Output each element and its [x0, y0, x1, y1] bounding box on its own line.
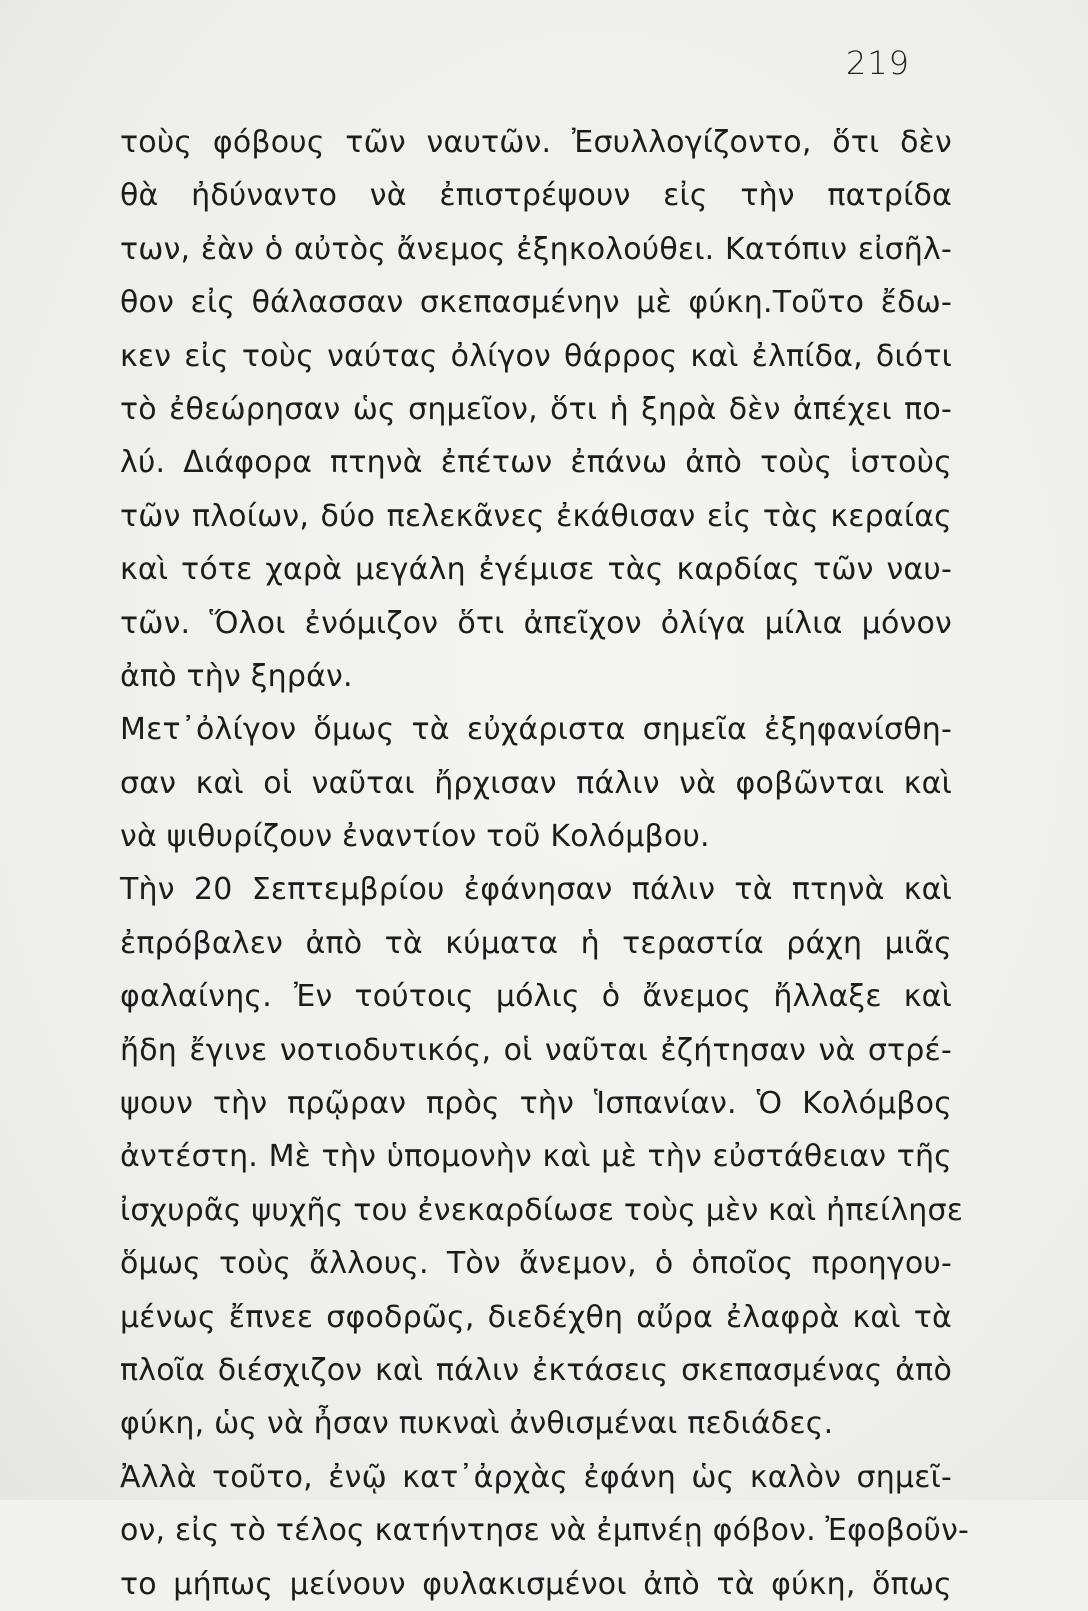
text-line: φαλαίνης. Ἐν τούτοις μόλις ὁ ἄνεμος ἤλλαξε καὶ	[120, 979, 952, 1015]
text-line: μένως ἔπνεε σφοδρῶς, διεδέχθη αὔρα ἐλαφρὰ καὶ τὰ	[120, 1299, 952, 1335]
text-line: τοὺς φόβους τῶν ναυτῶν. Ἐσυλλογίζοντο, ὅτι δὲν	[120, 125, 952, 160]
text-line: τῶν πλοίων, δύο πελεκᾶνες ἐκάθισαν εἰς τὰς κεραίας	[120, 498, 952, 534]
text-line: των, ἐὰν ὁ αὐτὸς ἄνεμος ἐξηκολούθει. Κατόπιν εἰσῆλ-	[120, 231, 952, 267]
text-line: τῶν. Ὅλοι ἐνόμιζον ὅτι ἀπεῖχον ὀλίγα μίλια μόνον	[120, 605, 952, 641]
text-line: λύ. Διάφορα πτηνὰ ἐπέτων ἐπάνω ἀπὸ τοὺς ἱστοὺς	[120, 445, 952, 481]
text-line: Τὴν 20 Σεπτεμβρίου ἐφάνησαν πάλιν τὰ πτηνὰ καὶ	[120, 872, 952, 908]
text-line: ἰσχυρᾶς ψυχῆς του ἐνεκαρδίωσε τοὺς μὲν καὶ ἠπείλησε	[120, 1192, 964, 1228]
text-line: σαν καὶ οἱ ναῦται ἤρχισαν πάλιν νὰ φοβῶνται καὶ	[120, 765, 952, 801]
text-line: ἤδη ἔγινε νοτιοδυτικός, οἱ ναῦται ἐζήτησαν νὰ στρέ-	[120, 1032, 952, 1068]
text-line: Μετ᾽ὀλίγον ὅμως τὰ εὐχάριστα σημεῖα ἐξηφανίσθη-	[120, 712, 952, 748]
text-line: θὰ ἠδύναντο νὰ ἐπιστρέψουν εἰς τὴν πατρίδα	[120, 178, 952, 214]
text-line: ἀπὸ τὴν ξηράν.	[120, 658, 353, 694]
text-line: ψουν τὴν πρῷραν πρὸς τὴν Ἱσπανίαν. Ὁ Κολόμβος	[120, 1086, 952, 1122]
text-line: τὸ ἐθεώρησαν ὡς σημεῖον, ὅτι ἡ ξηρὰ δὲν ἀπέχει πο-	[120, 391, 952, 427]
text-line: θον εἰς θάλασσαν σκεπασμένην μὲ φύκη.Τοῦτο ἔδω-	[120, 285, 952, 321]
text-line: νὰ ψιθυρίζουν ἐναντίον τοῦ Κολόμβου.	[120, 819, 710, 855]
text-line: ὅμως τοὺς ἄλλους. Τὸν ἄνεμον, ὁ ὁποῖος προηγου-	[120, 1246, 952, 1282]
page-number: 219	[845, 44, 910, 82]
body-text	[120, 116, 970, 1611]
text-line: φύκη, ὡς νὰ ἦσαν πυκναὶ ἀνθισμέναι πεδιάδες.	[120, 1406, 834, 1442]
text-line: πλοῖα διέσχιζον καὶ πάλιν ἐκτάσεις σκεπασμένας ἀπὸ	[120, 1352, 952, 1388]
text-line: κεν εἰς τοὺς ναύτας ὀλίγον θάρρος καὶ ἐλπίδα, διότι	[120, 338, 952, 374]
text-line: ἐπρόβαλεν ἀπὸ τὰ κύματα ἡ τεραστία ράχη μιᾶς	[120, 925, 952, 961]
text-line: ον, εἰς τὸ τέλος κατήντησε νὰ ἐμπνέῃ φόβον. Ἐφοβοῦν-	[120, 1513, 970, 1549]
text-line: καὶ τότε χαρὰ μεγάλη ἐγέμισε τὰς καρδίας τῶν ναυ-	[120, 552, 952, 588]
text-line: Ἀλλὰ τοῦτο, ἐνῷ κατ᾽ἀρχὰς ἐφάνη ὡς καλὸν σημεῖ-	[120, 1459, 952, 1495]
text-line: το μήπως μείνουν φυλακισμένοι ἀπὸ τὰ φύκη, ὅπως	[120, 1566, 952, 1602]
text-line: ἀντέστη. Μὲ τὴν ὑπομονὴν καὶ μὲ τὴν εὐστάθειαν τῆς	[120, 1139, 952, 1175]
